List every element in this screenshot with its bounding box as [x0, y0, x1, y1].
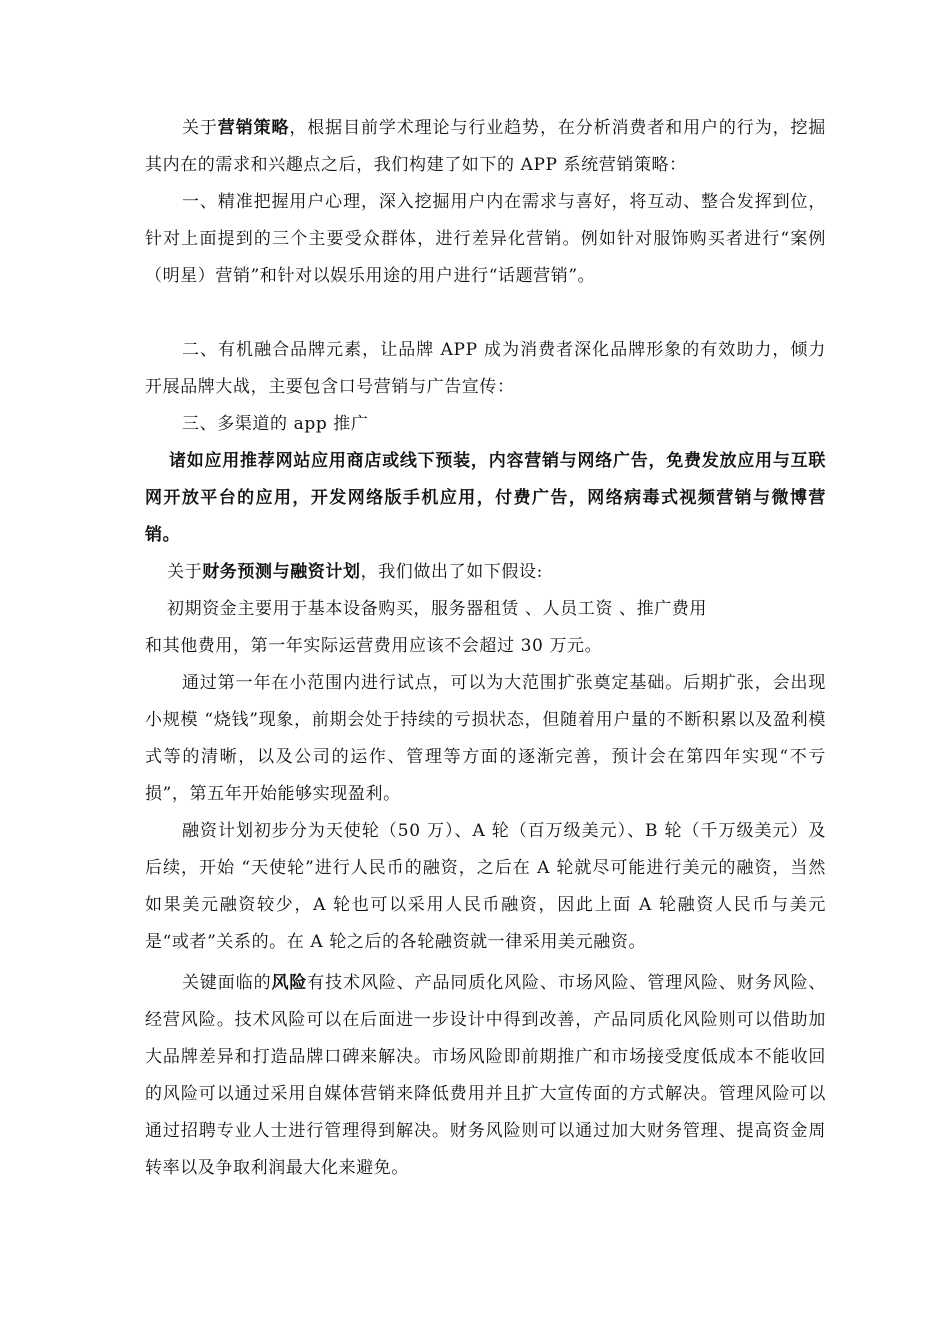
- paragraph-finance-intro: [145, 554, 826, 591]
- paragraph-initial-funds-line1: 初期资金主要用于基本设备购买，服务器租赁 、人员工资 、推广费用: [167, 599, 708, 619]
- marketing-strategy-heading: 营销策略: [217, 118, 290, 138]
- paragraph-expansion-forecast: 通过第一年在小范围内进行试点，可以为大范围扩张奠定基础。后期扩张，会出现小规模 “烧钱”现象，前期会处于持续的亏损状态，但随着用户量的不断积累以及盈利模式等的清晰，以及公司的运作、管理等方面的逐渐完善，预计会在第四年实现“不亏损”，第五年开始能够实现盈利。: [145, 673, 826, 804]
- paragraph-financing-plan: 融资计划初步分为天使轮（50 万）、A 轮（百万级美元）、B 轮（千万级美元）及后续，开始 “天使轮”进行人民币的融资，之后在 A 轮就尽可能进行美元的融资，当然如果美元融资较少，A 轮也可以采用人民币融资，因此上面 A 轮融资人民币与美元是“或者”关系的。在 A 轮之后的各轮融资就一律采用美元融资。: [145, 821, 826, 952]
- finance-intro-prefix: 关于: [167, 562, 203, 582]
- risks-heading: 风险: [271, 973, 308, 993]
- finance-plan-heading: 财务预测与融资计划: [202, 562, 361, 582]
- risks-body: 有技术风险、产品同质化风险、市场风险、管理风险、财务风险、经营风险。技术风险可以在后面进一步设计中得到改善，产品同质化风险则可以借助加大品牌差异和打造品牌口碑来解决。市场风险即前期推广和市场接受度低成本不能收回的风险可以通过采用自媒体营销来降低费用并且扩大宣传面的方式解决。管理风险可以通过招聘专业人士进行管理得到解决。财务风险则可以通过加大财务管理、提高资金周转率以及争取利润最大化来避免。: [145, 973, 826, 1178]
- marketing-intro-body: ，根据目前学术理论与行业趋势，在分析消费者和用户的行为，挖掘其内在的需求和兴趣点之后，我们构建了如下的 APP 系统营销策略：: [145, 118, 826, 175]
- paragraph-promotion-channels: 诸如应用推荐网站应用商店或线下预装，内容营销与网络广告，免费发放应用与互联网开放平台的应用，开发网络版手机应用，付费广告，网络病毒式视频营销与微博营销。: [145, 451, 826, 545]
- paragraph-strategy-three: 三、多渠道的 app 推广: [182, 414, 369, 434]
- paragraph-initial-funds-line2: 和其他费用，第一年实际运营费用应该不会超过 30 万元。: [145, 636, 603, 656]
- paragraph-risks: [145, 965, 826, 1187]
- finance-intro-body: ，我们做出了如下假设:: [360, 562, 543, 582]
- paragraph-strategy-two: 二、有机融合品牌元素，让品牌 APP 成为消费者深化品牌形象的有效助力，倾力开展品牌大战，主要包含口号营销与广告宣传：: [145, 340, 826, 397]
- paragraph-marketing-intro: [145, 110, 826, 184]
- risks-prefix: 关键面临的: [182, 973, 272, 993]
- marketing-intro-prefix: 关于: [182, 118, 218, 138]
- blank-line: [145, 295, 826, 332]
- paragraph-strategy-one: 一、精准把握用户心理，深入挖掘用户内在需求与喜好，将互动、整合发挥到位，针对上面提到的三个主要受众群体，进行差异化营销。例如针对服饰购买者进行“案例（明星）营销”和针对以娱乐用途的用户进行“话题营销”。: [145, 192, 826, 286]
